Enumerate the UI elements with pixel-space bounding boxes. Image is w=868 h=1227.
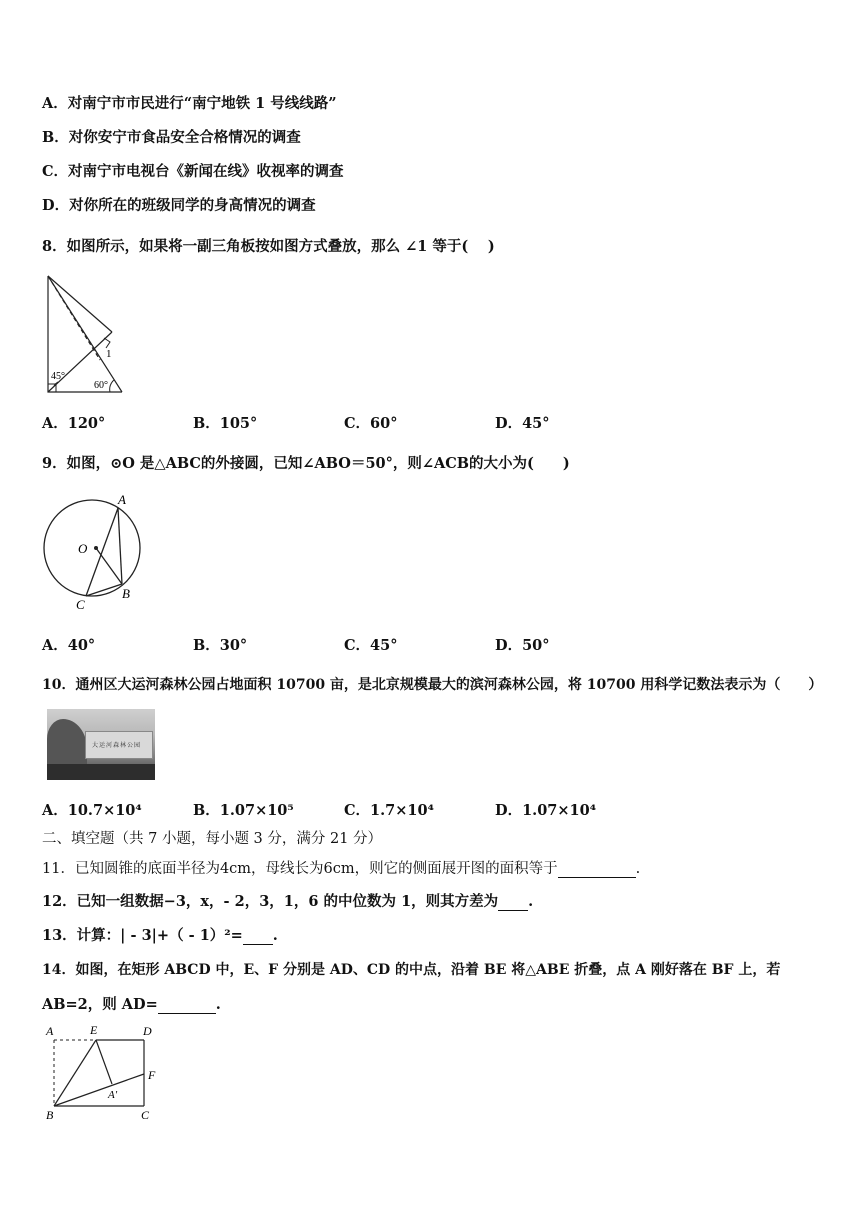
point-f-label: F (148, 1068, 156, 1082)
option-letter: C． (42, 163, 69, 180)
option-letter: A． (42, 95, 68, 112)
q8-option-d: D．45° (495, 415, 550, 432)
section-heading: 二、填空题（共 7 小题，每小题 3 分，满分 21 分） (42, 831, 383, 847)
answer-blank (243, 927, 273, 945)
option-text: 对南宁市电视台《新闻在线》收视率的调查 (68, 163, 344, 180)
q8-option-a: A．120° (42, 415, 106, 432)
q14-stem-line2: AB=2，则 AD= . (42, 996, 221, 1013)
q10-option-a: A．10.7×10⁴ (42, 802, 142, 819)
answer-blank (158, 996, 216, 1014)
q14-rectangle-figure (40, 1022, 170, 1122)
q12-stem: 12．已知一组数据−3，x，- 2，3，1，6 的中位数为 1，则其方差为 . (42, 893, 534, 910)
q11-stem: 11．已知圆锥的底面半径为4cm，母线长为6cm，则它的侧面展开图的面积等于 . (42, 861, 641, 877)
option-letter: B． (42, 129, 69, 146)
q13-stem: 13．计算：| - 3|+（ - 1）²= . (42, 927, 278, 944)
point-o-label: O (78, 541, 88, 556)
park-photo (47, 709, 155, 780)
point-d-label: D (143, 1024, 152, 1038)
q8-option-b: B．105° (193, 415, 258, 432)
angle-45-label: 45° (51, 371, 65, 382)
q14-stem-line1: 14．如图，在矩形 ABCD 中，E、F 分别是 AD、CD 的中点，沿着 BE 将△ABE 折叠，点 A 刚好落在 BF 上，若 (42, 962, 781, 978)
q9-stem: 9．如图，⊙O 是△ABC的外接圆，已知∠ABO＝50°，则∠ACB的大小为( ) (42, 455, 570, 472)
q10-option-b: B．1.07×10⁵ (193, 802, 294, 819)
park-sign: 大运河森林公园 (85, 731, 153, 759)
point-a-label: A (46, 1024, 54, 1038)
point-a-label: A (118, 492, 126, 507)
q9-option-c: C．45° (344, 637, 398, 654)
q9-option-d: D．50° (495, 637, 550, 654)
point-e-label: E (90, 1023, 98, 1037)
point-b-label: B (122, 586, 130, 601)
option-text: 对南宁市市民进行“南宁地铁 1 号线线路” (67, 95, 337, 112)
q10-option-d: D．1.07×10⁴ (495, 802, 597, 819)
point-b-label: B (46, 1108, 54, 1122)
q8-stem: 8．如图所示，如果将一副三角板按如图方式叠放，那么 ∠1 等于( ) (42, 238, 495, 255)
q9-circle-figure (40, 492, 150, 612)
answer-blank (498, 893, 528, 911)
q9-option-a: A．40° (42, 637, 96, 654)
option-text: 对你所在的班级同学的身高情况的调查 (69, 197, 316, 214)
answer-blank (558, 861, 636, 878)
q7-option-b (42, 126, 301, 147)
point-c-label: C (141, 1108, 150, 1122)
q7-option-a (42, 92, 337, 113)
point-a-prime-label: A′ (108, 1089, 118, 1101)
q9-option-b: B．30° (193, 637, 248, 654)
q10-stem: 10．通州区大运河森林公园占地面积 10700 亩，是北京规模最大的滨河森林公园，将 10700 用科学记数法表示为（ ） (42, 677, 823, 693)
option-letter: D． (42, 197, 70, 214)
q8-triangle-figure (40, 272, 130, 402)
point-c-label: C (76, 597, 85, 612)
angle-60-label: 60° (94, 380, 108, 391)
angle-1-label: 1 (106, 348, 112, 360)
q8-option-c: C．60° (344, 415, 398, 432)
option-text: 对你安宁市食品安全合格情况的调查 (68, 129, 301, 146)
q7-option-c (42, 160, 344, 181)
q10-option-c: C．1.7×10⁴ (344, 802, 434, 819)
q7-option-d (42, 194, 316, 215)
